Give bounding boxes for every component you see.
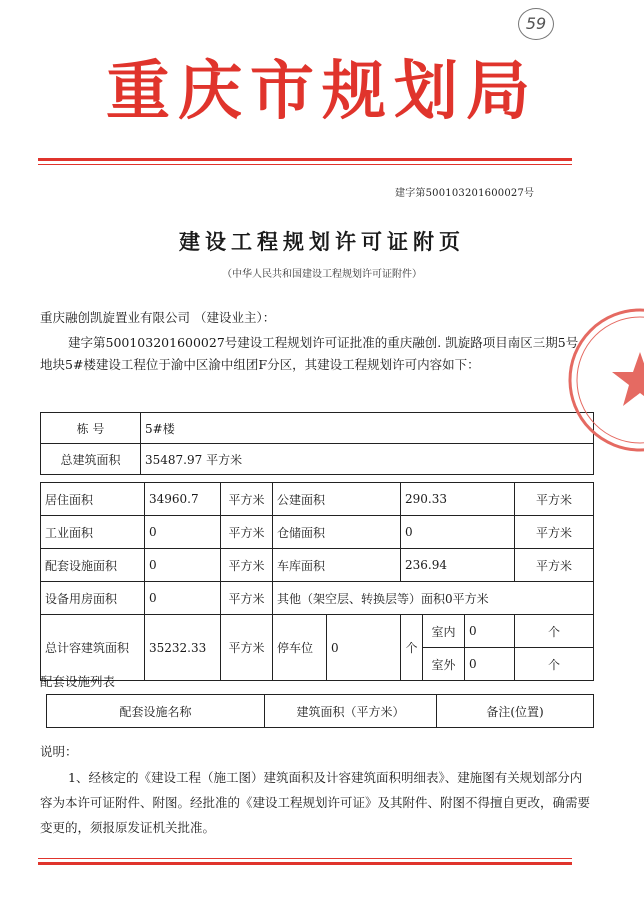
footer-rule-thick bbox=[38, 862, 572, 865]
facility-area-header: 建筑面积（平方米） bbox=[265, 695, 437, 728]
table-row bbox=[41, 615, 594, 648]
residential-label: 居住面积 bbox=[41, 483, 145, 516]
salutation: 重庆融创凯旋置业有限公司 （建设业主）： bbox=[40, 310, 276, 325]
facility-table bbox=[46, 694, 594, 728]
garage-label: 车库面积 bbox=[273, 549, 401, 582]
equipment-value: 0 bbox=[145, 582, 221, 615]
supporting-value: 0 bbox=[145, 549, 221, 582]
unit-cell: 平方米 bbox=[221, 615, 273, 681]
unit-ge: 个 bbox=[515, 615, 594, 648]
facility-name-header: 配套设施名称 bbox=[47, 695, 265, 728]
header-rule-thin bbox=[38, 164, 572, 165]
industrial-value: 0 bbox=[145, 516, 221, 549]
table-row bbox=[41, 549, 594, 582]
total-area-value: 35487.97 平方米 bbox=[141, 444, 594, 475]
official-seal-stamp bbox=[560, 300, 644, 460]
document-subtitle: （中华人民共和国建设工程规划许可证附件） bbox=[222, 269, 422, 280]
table-row bbox=[41, 582, 594, 615]
page-number: 59 bbox=[518, 8, 554, 40]
facility-list-title: 配套设施列表 bbox=[40, 674, 116, 689]
header-rule-thick bbox=[38, 158, 572, 161]
unit-cell: 平方米 bbox=[221, 582, 273, 615]
table-row bbox=[41, 444, 594, 475]
unit-cell: 平方米 bbox=[221, 483, 273, 516]
garage-value: 236.94 bbox=[401, 549, 515, 582]
unit-cell: 平方米 bbox=[221, 516, 273, 549]
table-row bbox=[41, 483, 594, 516]
public-label: 公建面积 bbox=[273, 483, 401, 516]
industrial-label: 工业面积 bbox=[41, 516, 145, 549]
body-paragraph: 建字第500103201600027号建设工程规划许可证批准的重庆融创. 凯旋路项目南区三期5号地块5#楼建设工程位于渝中区渝中组团F分区，其建设工程规划许可内容如下： bbox=[40, 335, 579, 372]
facility-note-header: 备注(位置) bbox=[437, 695, 594, 728]
table-row bbox=[41, 516, 594, 549]
building-no-value: 5#楼 bbox=[141, 413, 594, 444]
outdoor-value: 0 bbox=[465, 648, 515, 681]
outdoor-label: 室外 bbox=[423, 648, 465, 681]
table-row bbox=[47, 695, 594, 728]
total-value: 35232.33 bbox=[145, 615, 221, 681]
equipment-label: 设备用房面积 bbox=[41, 582, 145, 615]
residential-value: 34960.7 bbox=[145, 483, 221, 516]
parking-value: 0 bbox=[327, 615, 401, 681]
footer-rule-thin bbox=[38, 858, 572, 859]
building-table bbox=[40, 412, 594, 475]
indoor-label: 室内 bbox=[423, 615, 465, 648]
document-title: 建设工程规划许可证附页 bbox=[179, 229, 465, 254]
unit-cell: 平方米 bbox=[515, 516, 594, 549]
agency-title: 重庆市规划局 bbox=[106, 54, 538, 129]
unit-cell: 平方米 bbox=[515, 483, 594, 516]
area-table bbox=[40, 482, 594, 681]
other-area-text: 其他（架空层、转换层等）面积0平方米 bbox=[273, 582, 594, 615]
parking-label: 停车位 bbox=[273, 615, 327, 681]
table-row bbox=[41, 413, 594, 444]
total-label: 总计容建筑面积 bbox=[41, 615, 145, 681]
unit-cell: 平方米 bbox=[515, 549, 594, 582]
building-no-label: 栋 号 bbox=[41, 413, 141, 444]
storage-value: 0 bbox=[401, 516, 515, 549]
public-value: 290.33 bbox=[401, 483, 515, 516]
notes-title: 说明： bbox=[40, 744, 78, 759]
total-area-label: 总建筑面积 bbox=[41, 444, 141, 475]
document-number: 建字第500103201600027号 bbox=[395, 188, 535, 199]
indoor-value: 0 bbox=[465, 615, 515, 648]
unit-ge: 个 bbox=[401, 615, 423, 681]
star-icon bbox=[612, 352, 644, 406]
supporting-label: 配套设施面积 bbox=[41, 549, 145, 582]
notes-body: 1、经核定的《建设工程（施工图）建筑面积及计容建筑面积明细表》、建施图有关规划部分内容为本许可证附件、附图。经批准的《建设工程规划许可证》及其附件、附图不得擅自更改，确需要变更的，须报原发证机关批准。 bbox=[40, 770, 591, 835]
storage-label: 仓储面积 bbox=[273, 516, 401, 549]
unit-cell: 平方米 bbox=[221, 549, 273, 582]
unit-ge: 个 bbox=[515, 648, 594, 681]
